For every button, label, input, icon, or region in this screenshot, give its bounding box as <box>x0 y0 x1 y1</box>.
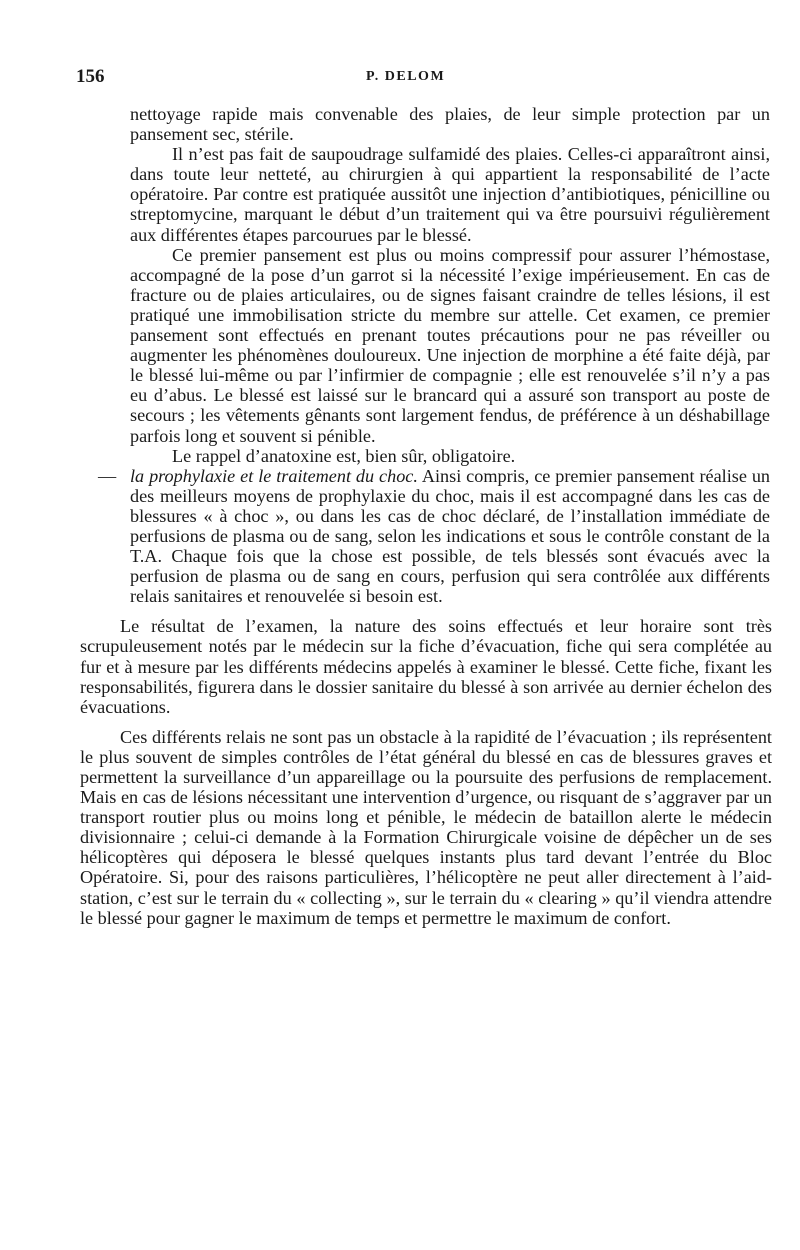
list-item-text: Ainsi compris, ce premier pansement réalise un des meilleurs moyens de prophylaxie du choc, mais il est accompagné dans les cas de blessures « à choc », ou dans les cas de choc déclaré, de l’installation immédiate de perfusions de plasma ou de sang, selon les indications et sous le contrôle constant de la T.A. Chaque fois que la chose est possible, de tels blessés sont évacués avec la perfusion de plasma ou de sang en cours, perfusion qui sera contrôlée aux différents relais sanitaires et renouvelée si besoin est. <box>130 465 771 607</box>
page-header <box>76 66 776 92</box>
paragraph-sulfamide: Il n’est pas fait de saupoudrage sulfamidé des plaies. Celles-ci apparaîtront ainsi, dans toute leur netteté, au chirurgien à qui appartient la responsabilité de l’acte opératoire. Par contre est pratiquée aussitôt une injection d’antibiotiques, pénicilline ou streptomycine, marquant le début d’un traitement qui va être poursuivi régulièrement aux différentes étapes parcourues par le blessé. <box>130 144 770 245</box>
paragraph-relais: Ces différents relais ne sont pas un obstacle à la rapidité de l’évacuation ; ils représentent le plus souvent de simples contrôles de l’état général du blessé en cas de blessures graves et permettent la surveillance d’un appareillage ou la poursuite des perfusions de remplacement. Mais en cas de lésions nécessitant une intervention d’urgence, ou risquant de s’aggraver par un transport routier plus ou moins long et pénible, le médecin de bataillon alerte le médecin divisionnaire ; celui-ci demande à la Formation Chirurgicale voisine de dépêcher un de ses hélicoptères qui déposera le blessé quelques instants plus tard devant l’entrée du Bloc Opératoire. Si, pour des raisons particulières, l’hélicoptère ne peut aller directement à l’aid-station, c’est sur le terrain du « collecting », sur le terrain du « clearing » qu’il viendra attendre le blessé pour gagner le maximum de temps et permettre le maximum de confort. <box>80 726 772 928</box>
paragraph-continuation: nettoyage rapide mais convenable des plaies, de leur simple protection par un pansement sec, stérile. <box>130 104 770 145</box>
running-head: P. DELOM <box>366 69 446 84</box>
page-number: 156 <box>76 66 105 87</box>
paragraph-anatoxine: Le rappel d’anatoxine est, bien sûr, obligatoire. <box>172 445 516 466</box>
paragraph-pansement: Ce premier pansement est plus ou moins compressif pour assurer l’hémostase, accompagné de la pose d’un garrot si la nécessité l’exige impérieusement. En cas de fracture ou de plaies articulaires, ou de signes faisant craindre de telles lésions, il est pratiqué une immobilisation stricte du membre sur attelle. Cet examen, ce premier pansement sont effectués en prenant toutes précautions pour ne pas réveiller ou augmenter les phénomènes douloureux. Une injection de morphine a été faite déjà, par le blessé lui-même ou par l’infirmier de compagnie ; elle est renouvelée s’il n’y a pas eu d’abus. Le blessé est laissé sur le brancard qui a assuré son transport au poste de secours ; les vêtements gênants sont largement fendus, de préférence à un déshabillage parfois long et souvent si pénible. <box>130 244 770 446</box>
body-text <box>0 104 800 928</box>
list-item-choc <box>98 465 771 607</box>
list-dash: — <box>98 465 117 486</box>
list-item-title: la prophylaxie et le traitement du choc. <box>130 465 418 486</box>
paragraph-resultat: Le résultat de l’examen, la nature des soins effectués et leur horaire sont très scrupuleusement notés par le médecin sur la fiche d’évacuation, fiche qui sera complétée au fur et à mesure par les différents médecins appelés à examiner le blessé. Cette fiche, fixant les responsabilités, figurera dans le dossier sanitaire du blessé à son arrivée au dernier échelon des évacuations. <box>80 616 772 717</box>
